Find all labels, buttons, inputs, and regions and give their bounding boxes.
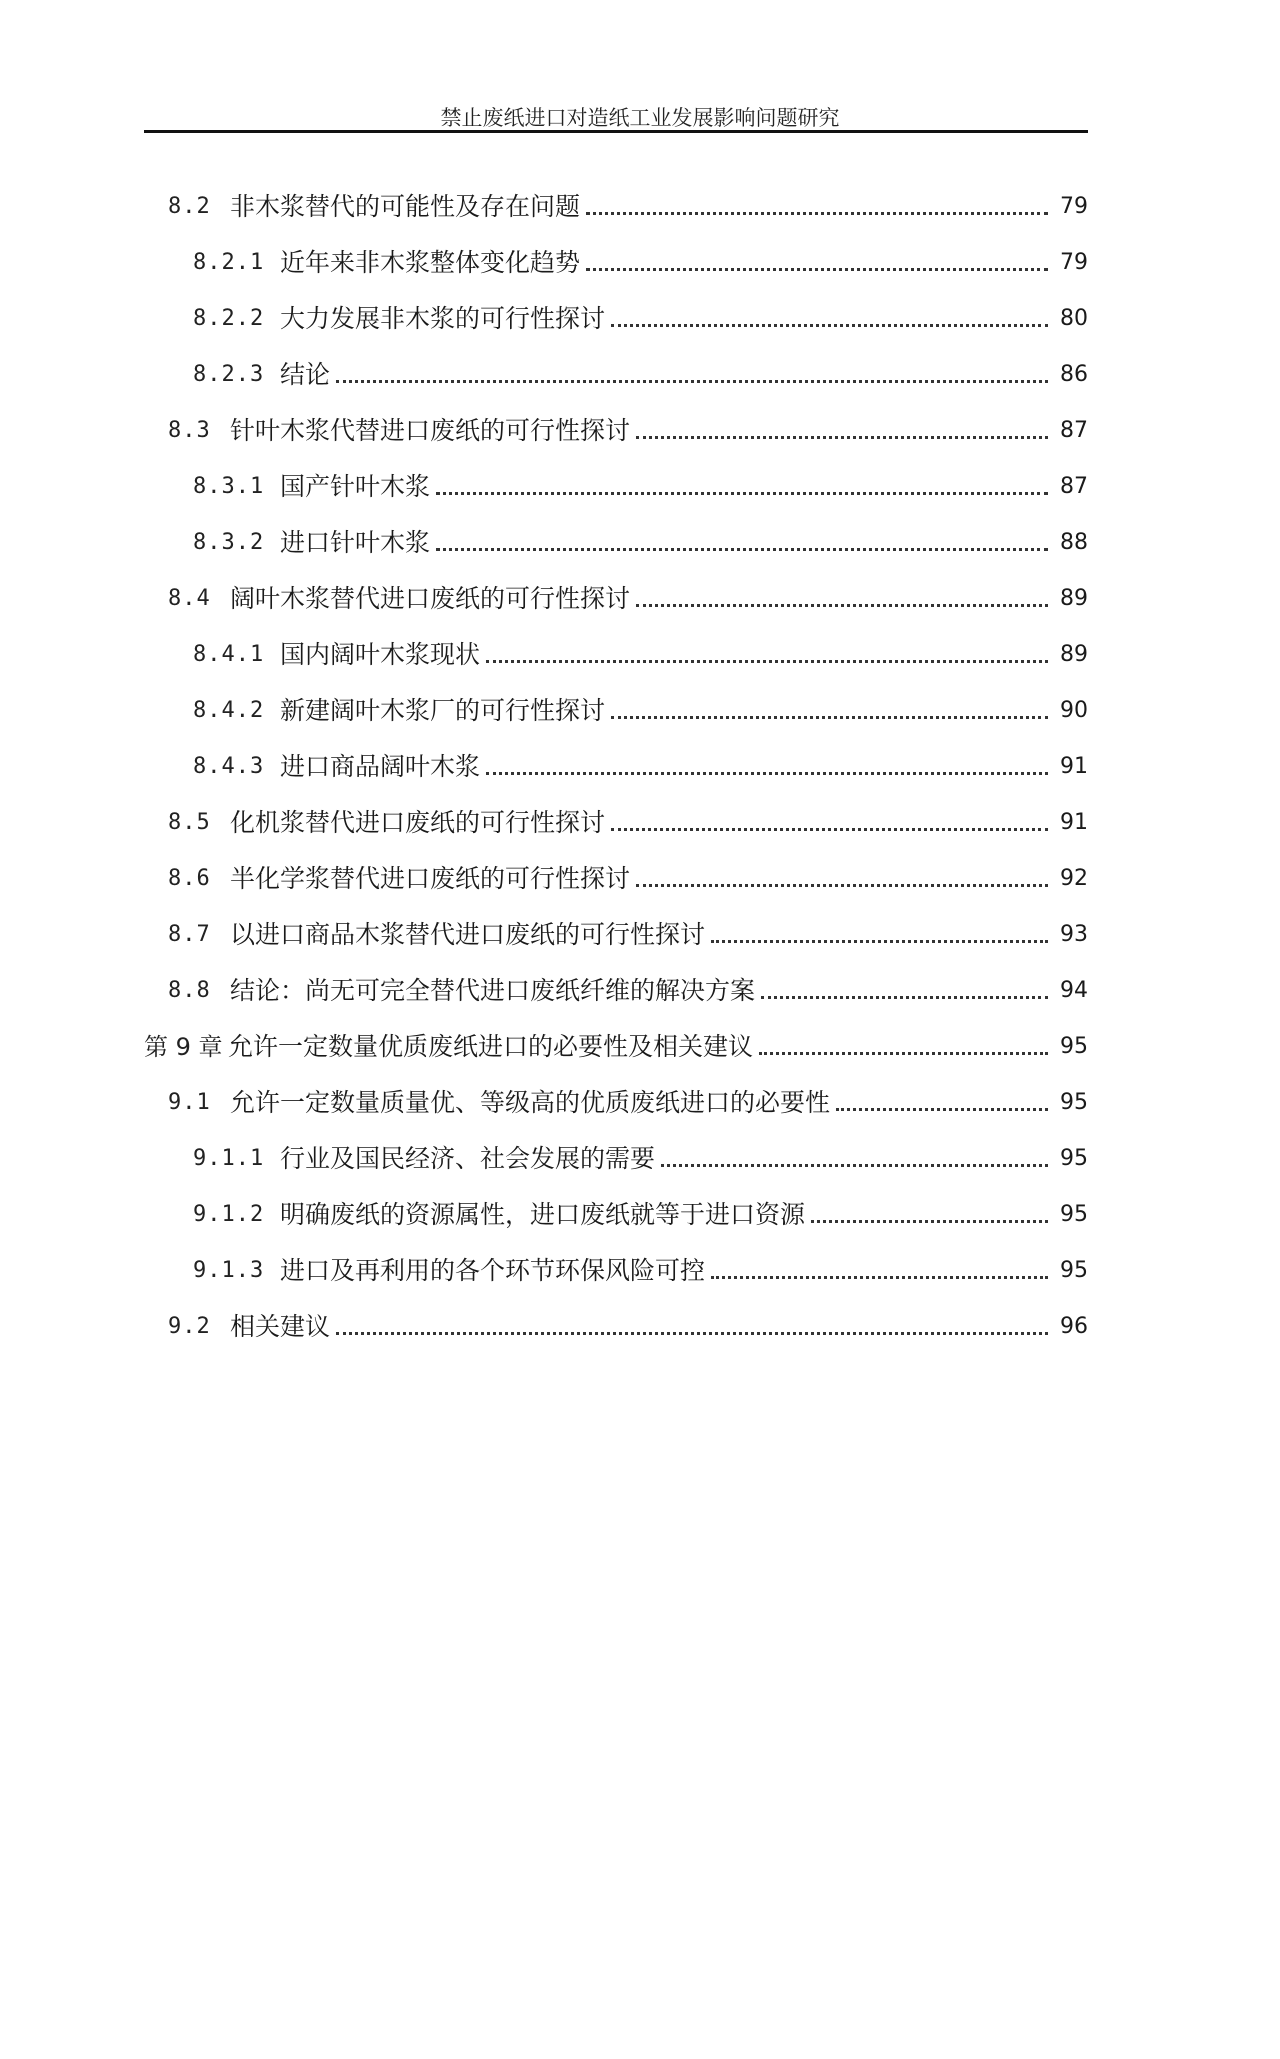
toc-page: 95 [1060,1202,1088,1227]
toc-entry[interactable] [193,278,1088,334]
toc-number: 8.8 [168,978,211,1003]
dot-leader [611,324,1048,327]
toc-number: 9.1.3 [193,1258,265,1283]
toc-entry[interactable] [168,558,1088,614]
toc-page: 88 [1060,530,1088,555]
toc-number: 8.3 [168,418,211,443]
toc-number: 8.4.3 [193,754,265,779]
toc-entry[interactable] [193,1174,1088,1230]
dot-leader [636,884,1048,887]
dot-leader [611,716,1048,719]
dot-leader [486,772,1048,775]
toc-page: 95 [1060,1034,1088,1059]
toc-entry[interactable] [168,166,1088,222]
toc-page: 80 [1060,306,1088,331]
toc-number: 8.2.1 [193,250,265,275]
dot-leader [836,1108,1048,1111]
toc-page: 94 [1060,978,1088,1003]
toc-number: 8.4 [168,586,211,611]
dot-leader [336,380,1048,383]
toc-number: 9.2 [168,1314,211,1339]
dot-leader [711,940,1048,943]
toc-page: 95 [1060,1146,1088,1171]
toc-page: 93 [1060,922,1088,947]
toc-title: 明确废纸的资源属性，进口废纸就等于进口资源 [280,1200,806,1229]
dot-leader [486,660,1048,663]
toc-page: 89 [1060,642,1088,667]
toc-entry[interactable] [193,670,1088,726]
dot-leader [711,1276,1048,1279]
toc-title: 国内阔叶木浆现状 [280,640,481,669]
toc-number: 9.1.1 [193,1146,265,1171]
toc-title: 近年来非木浆整体变化趋势 [280,248,581,277]
dot-leader [661,1164,1048,1167]
toc-entry[interactable] [193,502,1088,558]
toc-entry[interactable] [168,1062,1088,1118]
toc-entry[interactable] [168,838,1088,894]
dot-leader [586,268,1048,271]
toc-number: 8.4.2 [193,698,265,723]
running-header: 禁止废纸进口对造纸工业发展影响问题研究 [440,106,840,130]
toc-entry[interactable] [168,1286,1088,1342]
toc-title: 半化学浆替代进口废纸的可行性探讨 [230,864,631,893]
toc-number: 8.4.1 [193,642,265,667]
toc-number: 8.5 [168,810,211,835]
toc-page: 92 [1060,866,1088,891]
toc-page: 95 [1060,1258,1088,1283]
toc-number: 8.6 [168,866,211,891]
dot-leader [436,492,1048,495]
toc-title: 阔叶木浆替代进口废纸的可行性探讨 [230,584,631,613]
toc-page: 91 [1060,810,1088,835]
toc-title: 国产针叶木浆 [280,472,431,501]
toc-entry[interactable] [193,334,1088,390]
toc-page: 96 [1060,1314,1088,1339]
toc-title: 进口及再利用的各个环节环保风险可控 [280,1256,706,1285]
toc-entry[interactable] [193,614,1088,670]
toc-title: 进口商品阔叶木浆 [280,752,481,781]
toc-title: 结论 [280,360,331,389]
toc-title: 允许一定数量质量优、等级高的优质废纸进口的必要性 [230,1088,831,1117]
toc-entry[interactable] [193,446,1088,502]
toc-title: 化机浆替代进口废纸的可行性探讨 [230,808,606,837]
toc-title: 行业及国民经济、社会发展的需要 [280,1144,656,1173]
toc-entry[interactable] [193,1118,1088,1174]
toc-entry[interactable] [193,726,1088,782]
dot-leader [636,604,1048,607]
toc-title: 针叶木浆代替进口废纸的可行性探讨 [230,416,631,445]
toc-title: 进口针叶木浆 [280,528,431,557]
toc-title: 新建阔叶木浆厂的可行性探讨 [280,696,606,725]
toc-entry[interactable] [168,894,1088,950]
dot-leader [761,996,1048,999]
toc-number: 8.7 [168,922,211,947]
dot-leader [759,1052,1048,1055]
toc-entry[interactable] [168,782,1088,838]
toc-entry-chapter[interactable] [144,1006,1088,1062]
dot-leader [611,828,1048,831]
dot-leader [636,436,1048,439]
dot-leader [586,212,1048,215]
toc-entry[interactable] [193,222,1088,278]
dot-leader [336,1332,1048,1335]
toc-title: 结论：尚无可完全替代进口废纸纤维的解决方案 [230,976,756,1005]
toc-page: 79 [1060,194,1088,219]
toc-number: 8.3.2 [193,530,265,555]
toc-page: 95 [1060,1090,1088,1115]
dot-leader [811,1220,1048,1223]
toc-page: 87 [1060,418,1088,443]
toc-page: 79 [1060,250,1088,275]
toc-entry[interactable] [168,390,1088,446]
toc-title: 允许一定数量优质废纸进口的必要性及相关建议 [228,1032,754,1061]
toc-number: 9.1 [168,1090,211,1115]
toc-number: 8.3.1 [193,474,265,499]
toc-number: 8.2 [168,194,211,219]
toc-number: 8.2.2 [193,306,265,331]
toc-page: 91 [1060,754,1088,779]
toc-number: 8.2.3 [193,362,265,387]
toc-title: 相关建议 [230,1312,331,1341]
header-rule [144,130,1088,133]
toc-title: 大力发展非木浆的可行性探讨 [280,304,606,333]
toc-number: 9.1.2 [193,1202,265,1227]
toc-page: 89 [1060,586,1088,611]
toc-page: 86 [1060,362,1088,387]
toc-title: 非木浆替代的可能性及存在问题 [230,192,581,221]
dot-leader [436,548,1048,551]
toc-title: 以进口商品木浆替代进口废纸的可行性探讨 [230,920,706,949]
toc-entry[interactable] [168,950,1088,1006]
toc-number: 第 9 章 [144,1033,223,1061]
toc-page: 90 [1060,698,1088,723]
toc-page: 87 [1060,474,1088,499]
toc-entry[interactable] [193,1230,1088,1286]
